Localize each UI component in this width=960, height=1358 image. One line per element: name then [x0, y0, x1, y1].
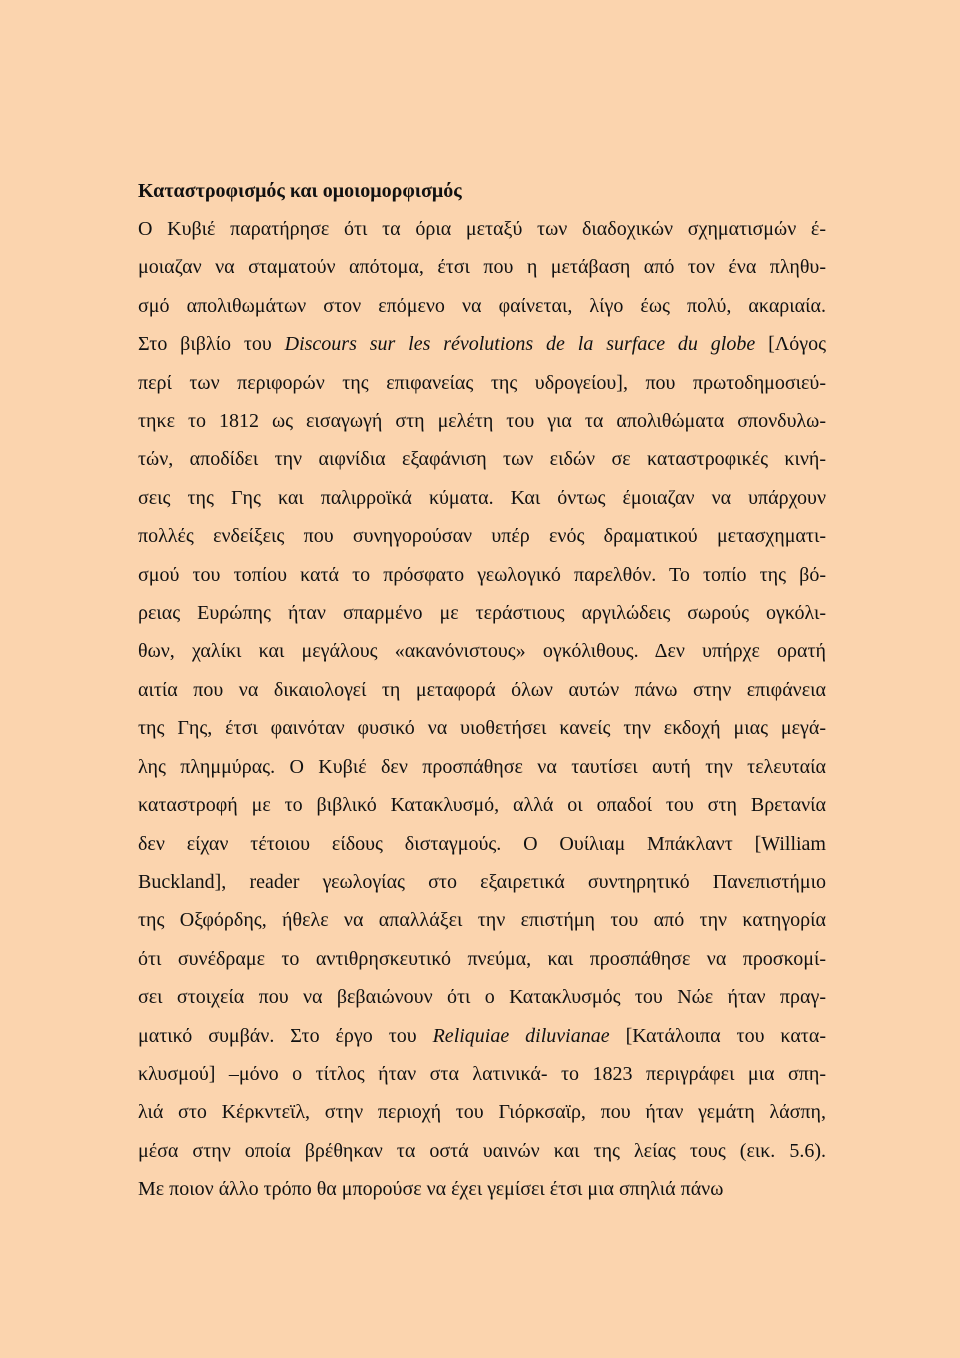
text-line	[138, 863, 826, 901]
text-line	[138, 402, 826, 440]
text-line	[138, 786, 826, 824]
text-line	[138, 671, 826, 709]
body-paragraph	[138, 210, 826, 1209]
section-heading: Καταστροφισμός και ομοιομορφισμός	[138, 180, 462, 202]
text-line	[138, 1170, 826, 1208]
italic-title: Discours sur les révolutions de la surface du globe	[284, 333, 756, 356]
text-line	[138, 287, 826, 325]
text-segment: κλυσμού] –μόνο ο τίτλος ήταν στα λατινικά- το 1823 περιγράφει μια σπη-	[138, 1062, 826, 1085]
text-line	[138, 440, 826, 478]
text-segment: αιτία που να δικαιολογεί τη μεταφορά όλων αυτών πάνω στην επιφάνεια	[138, 678, 826, 701]
document-page	[138, 176, 826, 1209]
text-line	[138, 479, 826, 517]
text-line	[138, 594, 826, 632]
text-line	[138, 517, 826, 555]
text-line	[138, 1055, 826, 1093]
text-segment: [Λόγος	[755, 333, 826, 356]
text-line	[138, 709, 826, 747]
text-segment: της Γης, έτσι φαινόταν φυσικό να υιοθετήσει κανείς την εκδοχή μιας μεγά-	[138, 717, 826, 740]
text-segment: τηκε το 1812 ως εισαγωγή στη μελέτη του για τα απολιθώματα σπονδυλω-	[138, 410, 826, 433]
text-segment: καταστροφή με το βιβλικό Κατακλυσμό, αλλά οι οπαδοί του στη Βρετανία	[138, 794, 826, 817]
text-segment: Ο Κυβιέ παρατήρησε ότι τα όρια μεταξύ των διαδοχικών σχηματισμών έ-	[138, 218, 826, 240]
text-segment: ρειας Ευρώπης ήταν σπαρμένο με τεράστιους αργιλώδεις σωρούς ογκόλι-	[138, 602, 826, 625]
text-line	[138, 556, 826, 594]
text-line	[138, 825, 826, 863]
text-line	[138, 978, 826, 1016]
text-segment: σει στοιχεία που να βεβαιώνουν ότι ο Κατακλυσμός του Νώε ήταν πραγ-	[138, 986, 826, 1009]
text-line	[138, 748, 826, 786]
text-segment: σεις της Γης και παλιρροϊκά κύματα. Και όντως έμοιαζαν να υπάρχουν	[138, 486, 826, 509]
text-segment: μέσα στην οποία βρέθηκαν τα οστά υαινών και της λείας τους (εικ. 5.6).	[138, 1139, 826, 1162]
text-segment: της Οξφόρδης, ήθελε να απαλλάξει την επιστήμη του από την κατηγορία	[138, 909, 826, 932]
text-line	[138, 632, 826, 670]
text-segment: δεν είχαν τέτοιου είδους δισταγμούς. Ο Ουίλιαμ Μπάκλαντ [William	[138, 832, 826, 855]
text-segment: Στο βιβλίο του	[138, 333, 285, 356]
text-segment: Με ποιον άλλο τρόπο θα μπορούσε να έχει γεμίσει έτσι μια σπηλιά πάνω	[138, 1178, 724, 1201]
text-line	[138, 1017, 826, 1055]
text-line	[138, 210, 826, 248]
text-segment: ότι συνέδραμε το αντιθρησκευτικό πνεύμα, και προσπάθησε να προσκομί-	[138, 947, 826, 970]
text-line	[138, 1093, 826, 1131]
text-segment: λης πλημμύρας. Ο Κυβιέ δεν προσπάθησε να ταυτίσει αυτή την τελευταία	[138, 755, 826, 778]
text-segment: περί των περιφορών της επιφανείας της υδρογείου], που πρωτοδημοσιεύ-	[138, 371, 826, 394]
text-segment: τών, αποδίδει την αιφνίδια εξαφάνιση των ειδών σε καταστροφικές κινή-	[138, 448, 826, 471]
text-line	[138, 248, 826, 286]
text-segment: [Κατάλοιπα του κατα-	[609, 1024, 826, 1047]
text-segment: μοιαζαν να σταματούν απότομα, έτσι που η μετάβαση από τον ένα πληθυ-	[138, 256, 826, 279]
text-line	[138, 1132, 826, 1170]
text-line	[138, 364, 826, 402]
text-segment: ματικό συμβάν. Στο έργο του	[138, 1024, 433, 1047]
text-line	[138, 901, 826, 939]
text-segment: πολλές ενδείξεις που συνηγορούσαν υπέρ ενός δραματικού μετασχηματι-	[138, 525, 826, 548]
text-segment: Buckland], reader γεωλογίας στο εξαιρετικά συντηρητικό Πανεπιστήμιο	[138, 870, 826, 893]
text-segment: θων, χαλίκι και μεγάλους «ακανόνιστους» ογκόλιθους. Δεν υπήρχε ορατή	[138, 640, 826, 663]
text-line	[138, 940, 826, 978]
text-line	[138, 325, 826, 363]
text-segment: λιά στο Κέρκντεϊλ, στην περιοχή του Γιόρκσαϊρ, που ήταν γεμάτη λάσπη,	[138, 1101, 826, 1124]
italic-title: Reliquiae diluvianae	[432, 1024, 610, 1047]
text-segment: σμού του τοπίου κατά το πρόσφατο γεωλογικό παρελθόν. Το τοπίο της βό-	[138, 563, 826, 586]
text-segment: σμό απολιθωμάτων στον επόμενο να φαίνεται, λίγο έως πολύ, ακαριαία.	[138, 294, 826, 317]
